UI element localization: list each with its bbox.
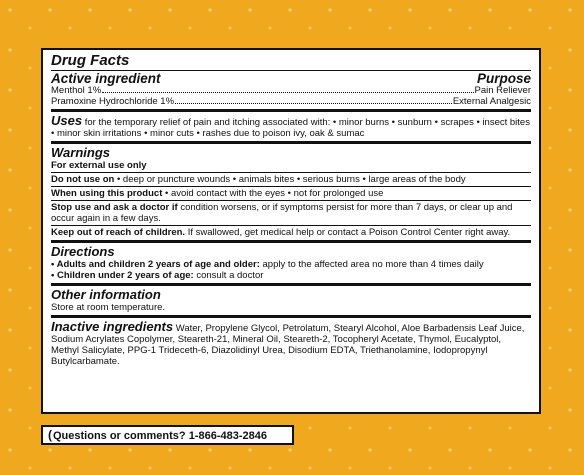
keep-out-text: If swallowed, get medical help or contact a Poison Control Center right away. [187, 227, 511, 238]
warnings-section [51, 141, 531, 240]
drug-facts-panel [41, 48, 541, 414]
leader-dots [102, 92, 473, 93]
stop-use-text: condition worsens, or if symptoms persist for more than 7 days, or clear up and occur again in a few days. [51, 202, 513, 224]
when-using-label: When using this product [51, 188, 163, 199]
uses-section [51, 109, 531, 141]
do-not-use-line [51, 172, 531, 186]
keep-out-line [51, 225, 531, 240]
inactive-ingredients-heading: Inactive ingredients [51, 319, 174, 334]
inactive-ingredients-section [51, 315, 531, 369]
ingredient-purpose: Pain Reliever [474, 85, 531, 96]
directions-section [51, 240, 531, 283]
do-not-use-text: • deep or puncture wounds • animals bites • serious burns • large areas of the body [116, 174, 466, 185]
uses-text: for the temporary relief of pain and itching associated with: • minor burns • sunburn • scrapes • insect bites • minor skin irritations • minor cuts • rashes due to poison ivy, oak & sumac [51, 117, 530, 139]
warnings-heading: Warnings [51, 145, 110, 160]
ingredient-purpose: External Analgesic [452, 95, 531, 107]
drug-facts-title: Drug Facts [51, 53, 531, 71]
ingredient-name: Pramoxine Hydrochloride 1% [51, 95, 175, 107]
inactive-ingredients-text: Water, Propylene Glycol, Petrolatum, Stearyl Alcohol, Aloe Barbadensis Leaf Juice, Sodium Acrylates Copolymer, Steareth-21, Mineral Oil, Steareth-2, Tocopheryl Acetate, Thymol, Eucalyptol, Methyl Salicylate, PPG-1 Trideceth-6, Diazolidinyl Urea, Disodium EDTA, Triethanolamine, Iodopropynyl Butylcarbamate. [51, 323, 525, 367]
external-use-text: For external use only [51, 160, 147, 171]
questions-box [41, 425, 294, 445]
adult-directions-text: apply to the affected area no more than 4 times daily [262, 259, 484, 270]
child-directions-line [51, 270, 531, 281]
adult-directions-label: • Adults and children 2 years of age and older: [51, 259, 260, 270]
adult-directions-line [51, 259, 531, 270]
purpose-heading: Purpose [476, 71, 531, 86]
active-ingredient-header [51, 72, 531, 86]
stop-use-label: Stop use and ask a doctor if [51, 202, 178, 213]
child-directions-text: consult a doctor [196, 270, 264, 281]
when-using-text: • avoid contact with the eyes • not for prolonged use [165, 188, 384, 199]
other-information-section [51, 283, 531, 315]
ingredient-row [51, 97, 531, 110]
stop-use-line [51, 200, 531, 225]
uses-text-block [51, 114, 531, 139]
inactive-ingredients-block [51, 320, 531, 367]
ingredient-name: Menthol 1% [51, 85, 102, 96]
directions-heading: Directions [51, 244, 115, 259]
ingredient-row [51, 86, 531, 97]
other-information-text: Store at room temperature. [51, 302, 166, 313]
phone-icon: ( [48, 428, 52, 442]
keep-out-label: Keep out of reach of children. [51, 227, 186, 238]
child-directions-label: • Children under 2 years of age: [51, 270, 194, 281]
do-not-use-label: Do not use on [51, 174, 115, 185]
leader-dots [175, 103, 452, 104]
when-using-line [51, 186, 531, 200]
questions-text: Questions or comments? 1-866-483-2846 [53, 430, 267, 442]
active-ingredient-heading: Active ingredient [51, 71, 161, 86]
uses-heading: Uses [51, 113, 83, 128]
other-information-heading: Other information [51, 287, 161, 302]
